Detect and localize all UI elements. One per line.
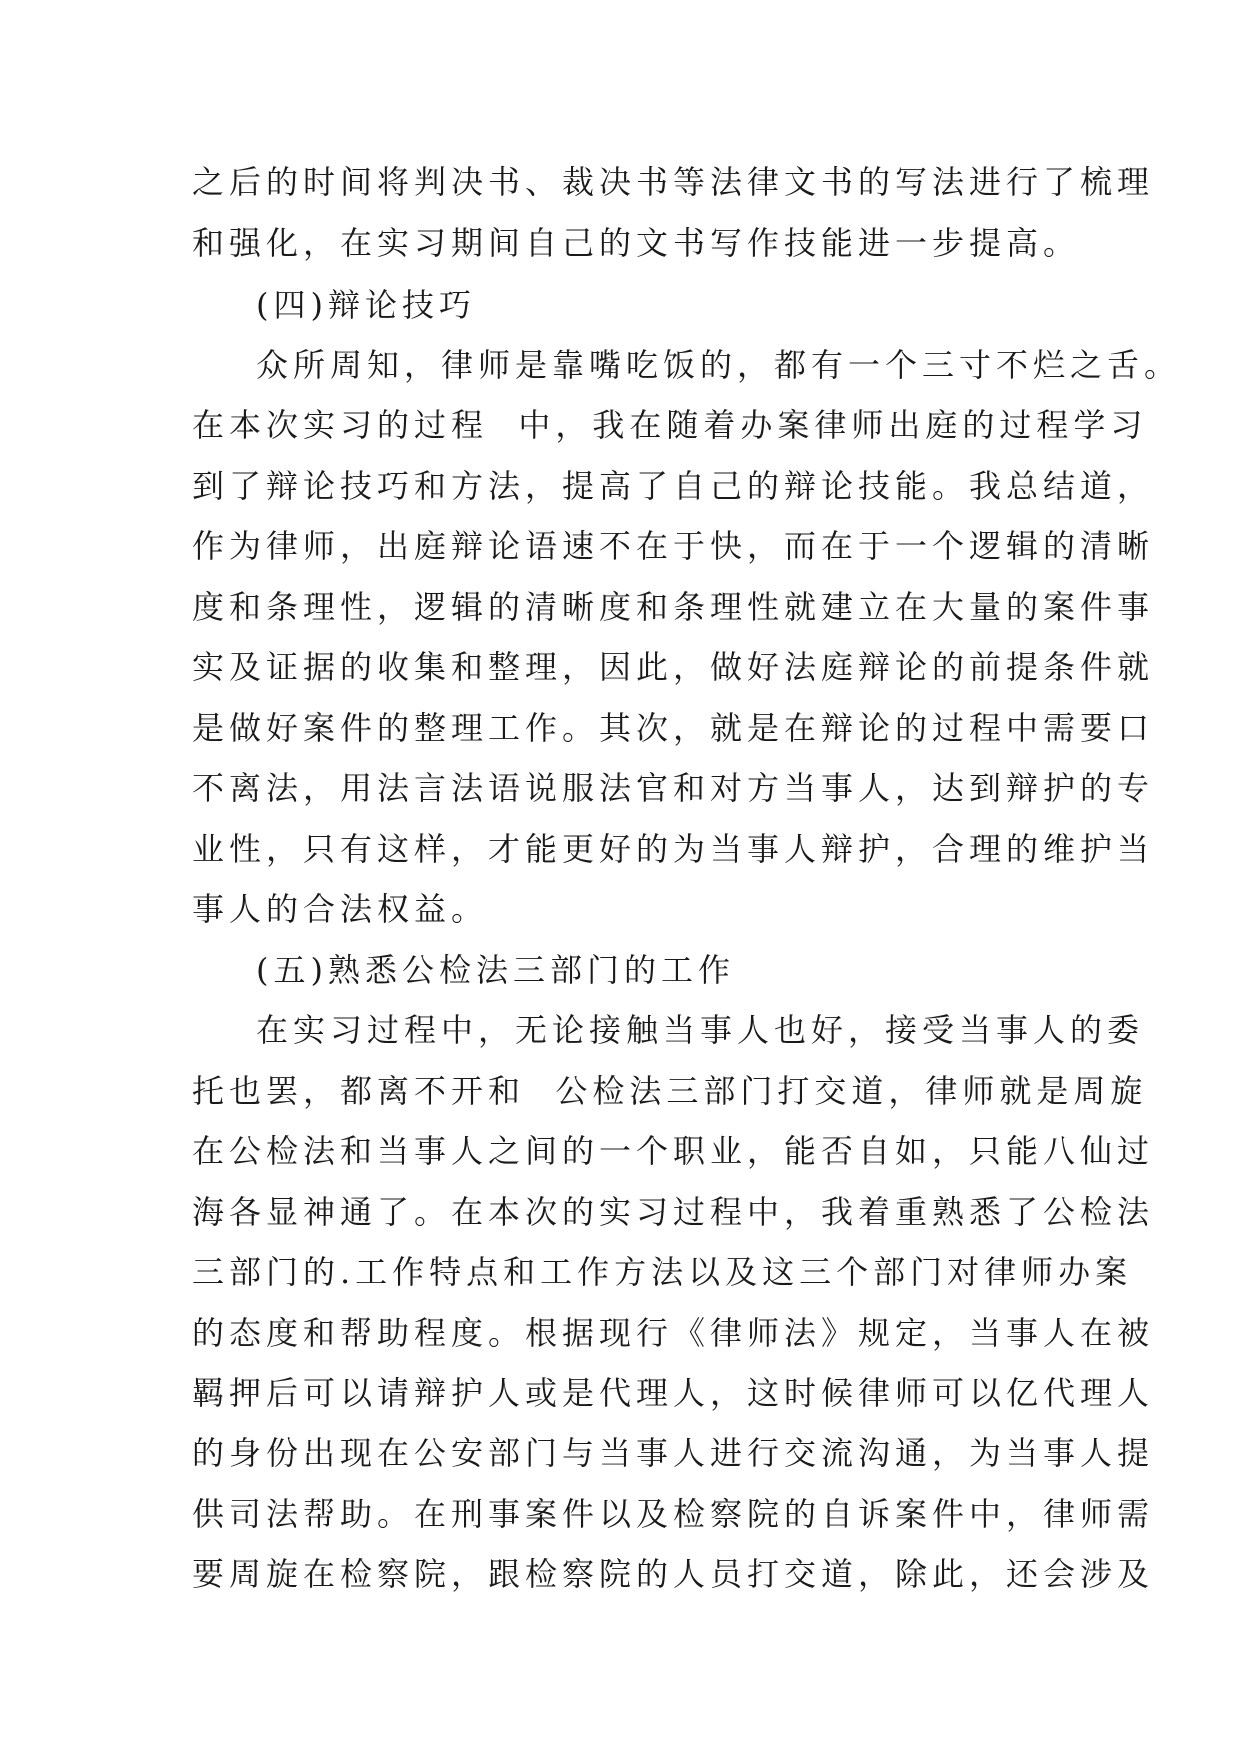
- body-text-line: 的态度和帮助程度。根据现行《律师法》规定，当事人在被: [192, 1314, 1155, 1352]
- body-text-line: 供司法帮助。在刑事案件以及检察院的自诉案件中，律师需: [192, 1495, 1155, 1533]
- body-text-line: 业性，只有这样，才能更好的为当事人辩护，合理的维护当: [192, 830, 1155, 868]
- body-text-line: 三部门的.工作特点和工作方法以及这三个部门对律师办案: [192, 1253, 1133, 1291]
- body-text-line: 之后的时间将判决书、裁决书等法律文书的写法进行了梳理: [192, 163, 1155, 201]
- body-text-line: 事人的合法权益。: [192, 890, 489, 928]
- body-text-line: 是做好案件的整理工作。其次，就是在辩论的过程中需要口: [192, 709, 1155, 747]
- body-text-line: 不离法，用法言法语说服法官和对方当事人，达到辩护的专: [192, 769, 1155, 807]
- section-heading: (四)辩论技巧: [256, 286, 476, 324]
- body-text-line: 托也罢，都离不开和 公检法三部门打交道，律师就是周旋: [192, 1072, 1148, 1110]
- body-text-line: 羁押后可以请辩护人或是代理人，这时候律师可以亿代理人: [192, 1374, 1155, 1412]
- body-text-line: 度和条理性，逻辑的清晰度和条理性就建立在大量的案件事: [192, 588, 1155, 626]
- body-text-line: 海各显神通了。在本次的实习过程中，我着重熟悉了公检法: [192, 1193, 1155, 1231]
- body-text-line: 作为律师，出庭辩论语速不在于快，而在于一个逻辑的清晰: [192, 527, 1155, 565]
- body-text-line: 实及证据的收集和整理，因此，做好法庭辩论的前提条件就: [192, 648, 1155, 686]
- section-heading: (五)熟悉公检法三部门的工作: [256, 951, 735, 989]
- body-text-line: 要周旋在检察院，跟检察院的人员打交道，除此，还会涉及: [192, 1555, 1155, 1593]
- body-text-line: 和强化，在实习期间自己的文书写作技能进一步提高。: [192, 224, 1081, 262]
- body-text-line: 在公检法和当事人之间的一个职业，能否自如，只能八仙过: [192, 1132, 1155, 1170]
- body-text-line: 到了辩论技巧和方法，提高了自己的辩论技能。我总结道，: [192, 467, 1155, 505]
- body-text-line: 的身份出现在公安部门与当事人进行交流沟通，为当事人提: [192, 1434, 1155, 1472]
- body-text-line: 众所周知，律师是靠嘴吃饭的，都有一个三寸不烂之舌。: [256, 346, 1182, 384]
- body-text-line: 在本次实习的过程 中，我在随着办案律师出庭的过程学习: [192, 406, 1148, 444]
- body-text-line: 在实习过程中，无论接触当事人也好，接受当事人的委: [256, 1011, 1145, 1049]
